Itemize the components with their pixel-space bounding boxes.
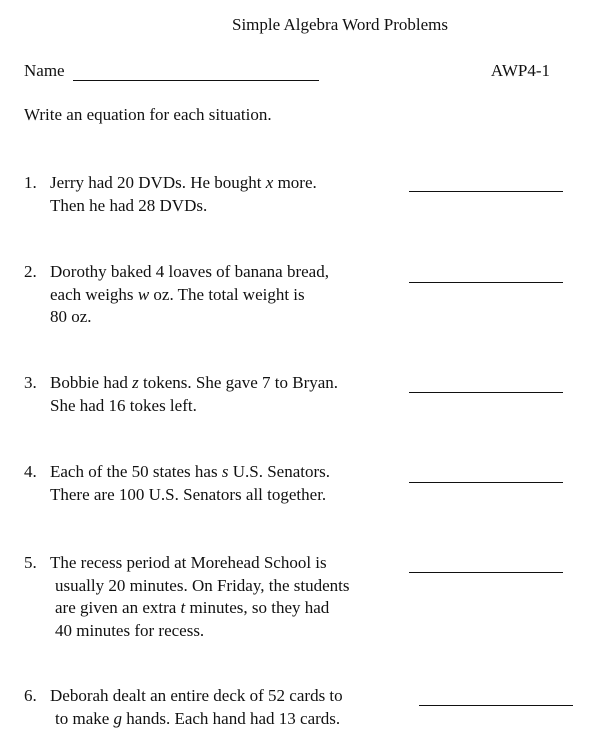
problem-number: 5. (24, 553, 37, 572)
worksheet-code: AWP4-1 (490, 61, 550, 80)
problem-1 (24, 172, 317, 217)
problem-line: 40 minutes for recess. (55, 620, 205, 640)
problem-line: 2. Dorothy baked 4 loaves of banana bread, (24, 261, 329, 284)
problem-line: each weighs w oz. The total weight is (50, 284, 305, 304)
answer-blank-4 (409, 481, 563, 483)
worksheet-title: Simple Algebra Word Problems (232, 15, 448, 34)
problem-5 (24, 552, 350, 642)
answer-blank-1 (409, 190, 563, 192)
instructions: Write an equation for each situation. (24, 105, 272, 124)
variable: z (132, 373, 139, 392)
problem-2 (24, 261, 329, 329)
problem-6 (24, 685, 343, 730)
variable: g (113, 708, 123, 728)
problem-line: to make g hands. Each hand had 13 cards. (55, 708, 341, 728)
problem-line: Then he had 28 DVDs. (50, 195, 208, 215)
problem-number: 1. (24, 173, 37, 192)
problem-3 (24, 372, 338, 417)
problem-line: There are 100 U.S. Senators all together. (50, 484, 327, 504)
answer-blank-2 (409, 281, 563, 283)
answer-blank-6 (419, 704, 573, 706)
variable: x (265, 173, 274, 192)
problem-line: usually 20 minutes. On Friday, the students (55, 575, 350, 595)
name-row (24, 61, 319, 81)
problem-line: 5. The recess period at Morehead School is (24, 552, 350, 575)
answer-blank-3 (409, 391, 563, 393)
name-label: Name (24, 61, 65, 80)
problem-number: 2. (24, 262, 37, 281)
variable: t (180, 598, 186, 617)
problem-number: 3. (24, 373, 37, 392)
problem-line: 6. Deborah dealt an entire deck of 52 cards to (24, 685, 343, 708)
problem-line: She had 16 tokes left. (50, 395, 197, 415)
name-blank (73, 63, 319, 81)
problem-line: 80 oz. (50, 307, 92, 326)
problem-4 (24, 461, 330, 506)
variable: s (221, 462, 229, 481)
problem-line: are given an extra t minutes, so they had (55, 598, 330, 617)
problem-line: 3. Bobbie had z tokens. She gave 7 to Bryan. (24, 372, 338, 395)
problem-number: 4. (24, 462, 37, 481)
variable: w (137, 284, 150, 304)
problem-line: 1. Jerry had 20 DVDs. He bought x more. (24, 172, 317, 195)
answer-blank-5 (409, 571, 563, 573)
problem-line: 4. Each of the 50 states has s U.S. Senators. (24, 461, 330, 484)
problem-number: 6. (24, 686, 37, 705)
